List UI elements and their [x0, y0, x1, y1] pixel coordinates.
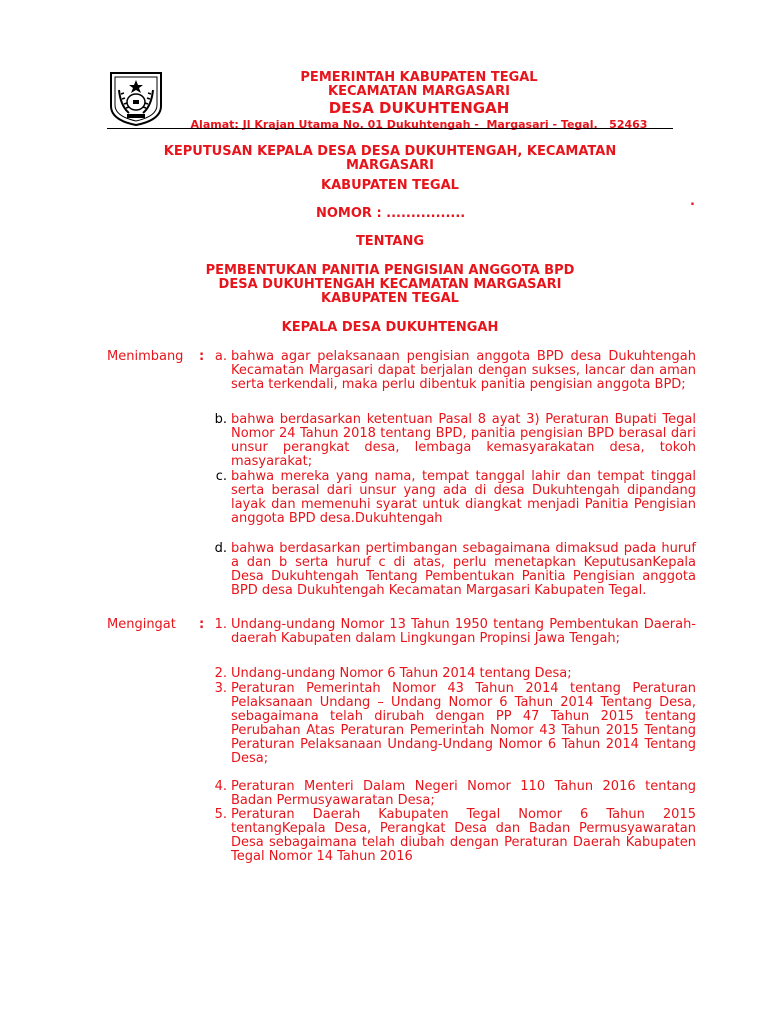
mengingat-num: 2.: [214, 666, 227, 681]
letterhead-district: KECAMATAN MARGASARI: [328, 84, 510, 99]
mengingat-item: Peraturan Menteri Dalam Negeri Nomor 110 Tahun 2016 tentang Badan Permusyawaratan Desa;: [231, 779, 696, 808]
menimbang-label: Menimbang: [107, 349, 184, 364]
decree-number: NOMOR : ................: [316, 206, 466, 221]
mengingat-num: 4.: [214, 779, 227, 794]
menimbang-colon: :: [199, 349, 205, 364]
menimbang-item: bahwa agar pelaksanaan pengisian anggota BPD desa Dukuhtengah Kecamatan Margasari dapat berjalan dengan sukses, lancar dan aman serta terkendali, maka perlu dibentuk panitia pengisian anggota BPD;: [231, 349, 696, 392]
kabupaten-tegal-emblem-icon: [107, 70, 165, 126]
mengingat-item: Peraturan Pemerintah Nomor 43 Tahun 2014 tentang Peraturan Pelaksanaan Undang – Undang Nomor 6 Tahun 2014 Tentang Desa, sebagaimana telah dirubah dengan PP 47 Tahun 2015 tentang Perubahan Atas Peraturan Pemerintah Nomor 43 Tahun 2015 Tentang Peraturan Pelaksanaan Undang-Undang Nomor 6 Tahun 2014 Tentang Desa;: [231, 681, 696, 766]
letterhead-address: Alamat: Jl Krajan Utama No. 01 Dukuhtengah - Margasari - Tegal. 52463: [190, 118, 648, 131]
decree-tentang: TENTANG: [355, 234, 425, 249]
decree-subject: [120, 264, 660, 306]
stray-dot: .: [690, 194, 695, 209]
decree-title: [120, 145, 660, 173]
menimbang-item: bahwa berdasarkan pertimbangan sebagaimana dimaksud pada huruf a dan b serta huruf c di atas, perlu menetapkan KeputusanKepala Desa Dukuhtengah Tentang Pembentukan Panitia Pengisian anggota BPD desa Dukuhtengah Kecamatan Margasari Kabupaten Tegal.: [231, 541, 696, 598]
letterhead-divider: [107, 128, 673, 129]
decree-title-line1: KEPUTUSAN KEPALA DESA DESA DUKUHTENGAH, KECAMATAN: [163, 144, 617, 159]
mengingat-num: 1.: [214, 617, 227, 632]
letterhead-village: DESA DUKUHTENGAH: [328, 99, 510, 117]
decree-title-line2: MARGASARI: [345, 158, 434, 173]
menimbang-num: d.: [214, 541, 227, 556]
menimbang-num: a.: [214, 349, 227, 364]
mengingat-label: Mengingat: [107, 617, 176, 632]
mengingat-colon: :: [199, 617, 205, 632]
decree-subject-line3: KABUPATEN TEGAL: [321, 291, 459, 306]
menimbang-num: b.: [214, 412, 227, 427]
menimbang-item: bahwa berdasarkan ketentuan Pasal 8 ayat 3) Peraturan Bupati Tegal Nomor 24 Tahun 2018 tentang BPD, panitia pengisian BPD berasal dari unsur perangkat desa, lembaga kemasyarakatan desa, tokoh masyarakat;: [231, 412, 696, 469]
mengingat-item: Undang-undang Nomor 13 Tahun 1950 tentang Pembentukan Daerah-daerah Kabupaten dalam Lingkungan Propinsi Jawa Tengah;: [231, 617, 696, 646]
mengingat-item: Undang-undang Nomor 6 Tahun 2014 tentang Desa;: [231, 666, 572, 681]
letterhead: [107, 70, 673, 131]
menimbang-num: c.: [215, 469, 227, 484]
mengingat-item: Peraturan Daerah Kabupaten Tegal Nomor 6 Tahun 2015 tentangKepala Desa, Perangkat Desa dan Badan Permusyawaratan Desa sebagaimana telah diubah dengan Peraturan Daerah Kabupaten Tegal Nomor 14 Tahun 2016: [231, 807, 696, 864]
mengingat-num: 5.: [214, 807, 227, 822]
letterhead-government: PEMERINTAH KABUPATEN TEGAL: [300, 70, 538, 85]
menimbang-item: bahwa mereka yang nama, tempat tanggal lahir dan tempat tinggal serta berasal dari unsur yang ada di desa Dukuhtengah dipandang layak dan memenuhi syarat untuk diangkat menjadi Panitia Pengisian anggota BPD desa.Dukuhtengah: [231, 469, 696, 526]
decree-subject-line2: DESA DUKUHTENGAH KECAMATAN MARGASARI: [218, 277, 562, 292]
decree-subject-line1: PEMBENTUKAN PANITIA PENGISIAN ANGGOTA BPD: [205, 263, 575, 278]
decree-title-line3: KABUPATEN TEGAL: [321, 178, 459, 193]
decree-issuer: KEPALA DESA DUKUHTENGAH: [281, 320, 499, 335]
mengingat-num: 3.: [214, 681, 227, 696]
